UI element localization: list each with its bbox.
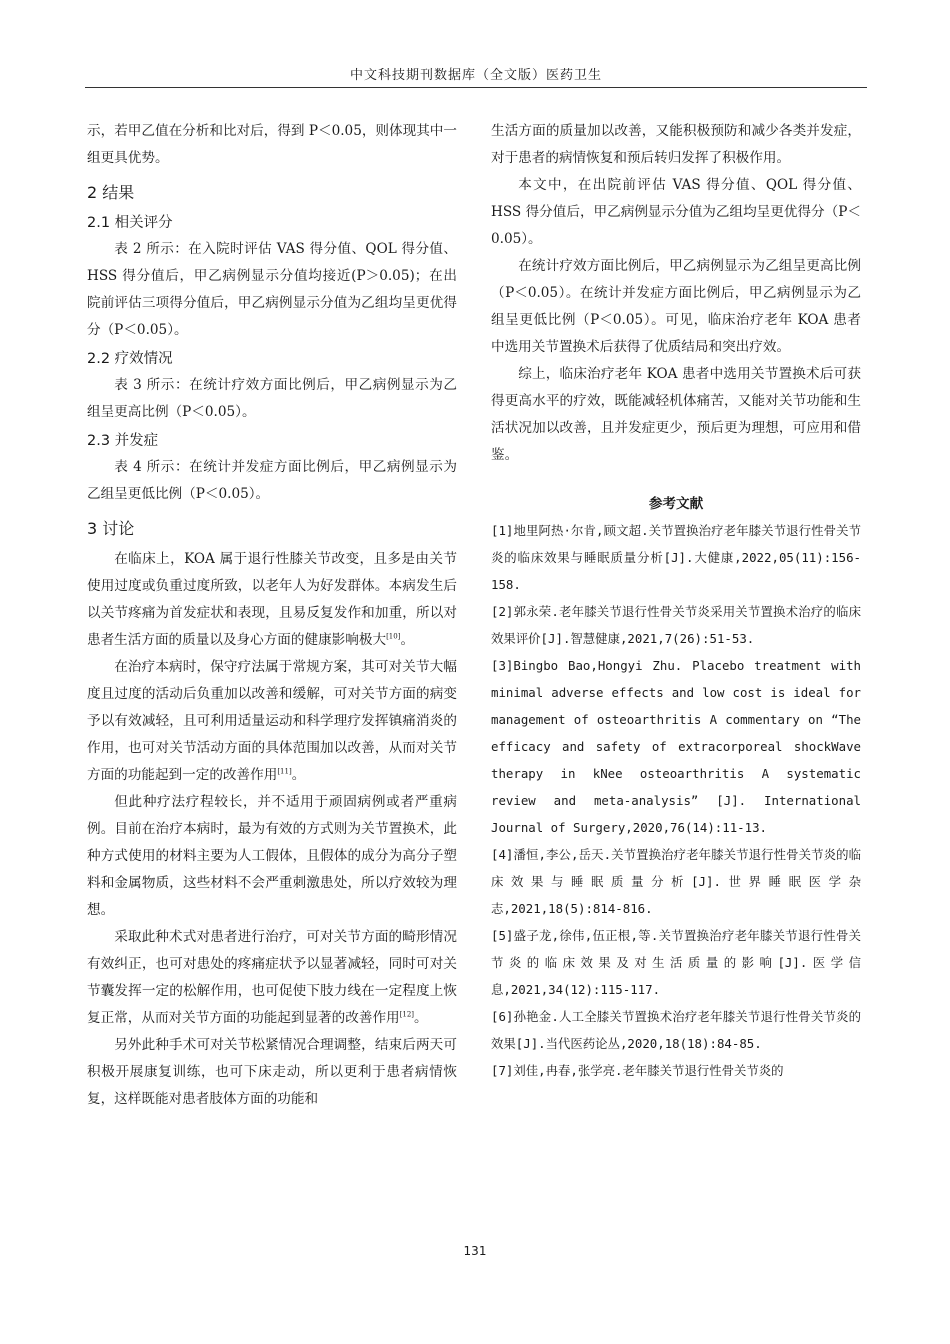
discussion-paragraph-3: 但此种疗法疗程较长，并不适用于顽固病例或者严重病例。目前在治疗本病时，最为有效的方式则为关节置换术，此种方式使用的材料主要为人工假体，且假体的成分为高分子塑料和金属物质，这些材料不会严重刺激患处，所以疗效较为理想。 — [87, 794, 457, 918]
discussion-text-2: 在治疗本病时，保守疗法属于常规方案，其可对关节大幅度且过度的活动后负重加以改善和缓解，可对关节方面的病变予以有效减轻，且可利用适量运动和科学理疗发挥镇痛消炎的作用，也可对关节活动方面的具体范围加以改善，从而对关节方面的功能起到一定的改善作用 — [87, 659, 457, 783]
subsection-2-2-heading: 2.2 疗效情况 — [87, 351, 173, 367]
reference-item: [1]地里阿热·尔肯,顾文超.关节置换治疗老年膝关节退行性骨关节炎的临床效果与睡眠质量分析[J].大健康,2022,05(11):156-158. — [491, 523, 861, 592]
header-rule — [85, 87, 867, 88]
journal-header: 中文科技期刊数据库（全文版）医药卫生 — [349, 68, 602, 83]
discussion-text-1: 在临床上，KOA 属于退行性膝关节改变，且多是由关节使用过度或负重过度所致，以老年人为好发群体。本病发生后以关节疼痛为首发症状和表现，且易反复发作和加重，所以对患者生活方面的质量以及身心方面的健康影响极大 — [87, 551, 457, 648]
paragraph-2-3: 表 4 所示：在统计并发症方面比例后，甲乙病例显示为乙组呈更低比例（P＜0.05）。 — [87, 459, 457, 502]
page-number: 131 — [463, 1244, 487, 1258]
paragraph-2-2: 表 3 所示：在统计疗效方面比例后，甲乙病例显示为乙组呈更高比例（P＜0.05）。 — [87, 377, 457, 420]
discussion-paragraph-5: 另外此种手术可对关节松紧情况合理调整，结束后两天可积极开展康复训练，也可下床走动，所以更利于患者病情恢复，这样既能对患者肢体方面的功能和 — [87, 1037, 457, 1107]
reference-item: [2]郭永荣.老年膝关节退行性骨关节炎采用关节置换术治疗的临床效果评价[J].智慧健康,2021,7(26):51-53. — [491, 604, 861, 646]
intro-paragraph: 示，若甲乙值在分析和比对后，得到 P＜0.05，则体现其中一组更具优势。 — [87, 123, 457, 166]
conclusion-paragraph-2: 在统计疗效方面比例后，甲乙病例显示为乙组呈更高比例（P＜0.05）。在统计并发症方面比例后，甲乙病例显示为乙组呈更低比例（P＜0.05）。可见，临床治疗老年 KOA 患者中选用关节置换术后获得了优质结局和突出疗效。 — [491, 258, 861, 355]
discussion-end-1: 。 — [400, 632, 415, 648]
citation-10[interactable]: [10] — [386, 632, 401, 641]
discussion-text-4: 采取此种术式对患者进行治疗，可对关节方面的畸形情况有效纠正，也可对患处的疼痛症状予以显著减轻，同时可对关节囊发挥一定的松解作用，也可促使下肢力线在一定程度上恢复正常，从而对关节方面的功能起到显著的改善作用 — [87, 929, 457, 1026]
left-column — [87, 118, 457, 1113]
subsection-2-3-heading: 2.3 并发症 — [87, 433, 159, 449]
continued-paragraph: 生活方面的质量加以改善，又能积极预防和减少各类并发症，对于患者的病情恢复和预后转归发挥了积极作用。 — [491, 123, 861, 166]
citation-11[interactable]: [11] — [277, 767, 292, 776]
right-column — [491, 118, 861, 1084]
reference-item: [3]Bingbo Bao,Hongyi Zhu. Placebo treatment with minimal adverse effects and low cost is ideal for management of osteoarthritis A commentary on “The efficacy and safety of extracorporeal shockWave therapy in kNee osteoarthritis A systematic review and meta-analysis” [J]. International Journal of Surgery,2020,76(14):11-13. — [491, 658, 861, 835]
discussion-paragraph-2 — [87, 654, 457, 789]
discussion-paragraph-4 — [87, 924, 457, 1032]
subsection-2-1-heading: 2.1 相关评分 — [87, 215, 173, 231]
conclusion-paragraph-1: 本文中，在出院前评估 VAS 得分值、QOL 得分值、HSS 得分值后，甲乙病例显示分值为乙组均呈更优得分（P＜0.05）。 — [491, 177, 861, 247]
conclusion-paragraph-3: 综上，临床治疗老年 KOA 患者中选用关节置换术后可获得更高水平的疗效，既能减轻机体痛苦，又能对关节功能和生活状况加以改善，且并发症更少，预后更为理想，可应用和借鉴。 — [491, 366, 861, 463]
reference-item: [4]潘恒,李公,岳天.关节置换治疗老年膝关节退行性骨关节炎的临床效果与睡眠质量分析[J].世界睡眠医学杂志,2021,18(5):814-816. — [491, 847, 861, 916]
references-heading: 参考文献 — [648, 496, 704, 512]
section-results-heading: 2 结果 — [87, 183, 135, 202]
citation-12[interactable]: [12] — [399, 1010, 415, 1019]
paragraph-2-1: 表 2 所示：在入院时评估 VAS 得分值、QOL 得分值、HSS 得分值后，甲乙病例显示分值均接近(P＞0.05)；在出院前评估三项得分值后，甲乙病例显示分值为乙组均呈更优得分（P＜0.05）。 — [87, 241, 457, 338]
reference-item: [6]孙艳金.人工全膝关节置换术治疗老年膝关节退行性骨关节炎的效果[J].当代医药论丛,2020,18(18):84-85. — [491, 1009, 861, 1051]
reference-item: [5]盛子龙,徐伟,伍正根,等.关节置换治疗老年膝关节退行性骨关节炎的临床效果及对生活质量的影响[J].医学信息,2021,34(12):115-117. — [491, 928, 861, 997]
discussion-end-4: 。 — [414, 1010, 428, 1026]
section-discussion-heading: 3 讨论 — [87, 519, 135, 538]
reference-item: [7]刘佳,冉春,张学亮.老年膝关节退行性骨关节炎的 — [491, 1063, 784, 1078]
discussion-end-2: 。 — [291, 767, 306, 783]
discussion-paragraph-1 — [87, 546, 457, 654]
